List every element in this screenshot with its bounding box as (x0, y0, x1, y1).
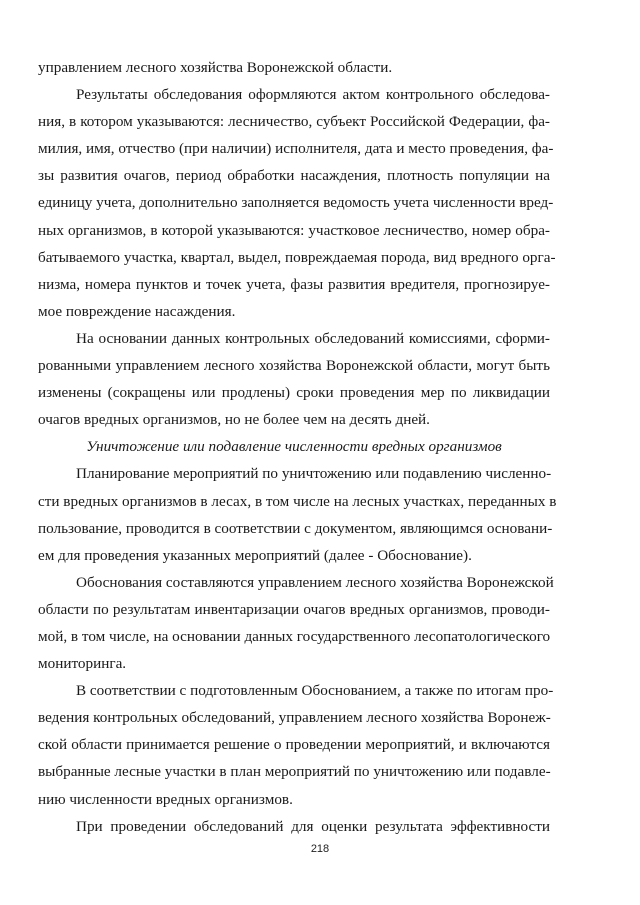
paragraph-line: милия, имя, отчество (при наличии) исполнителя, дата и место проведения, фа- (38, 140, 554, 158)
paragraph-line: ния, в котором указываются: лесничество, субъект Российской Федерации, фа- (38, 113, 550, 131)
paragraph-last-line: нию численности вредных организмов. (38, 790, 293, 808)
paragraph-line: области по результатам инвентаризации очагов вредных организмов, проводи- (38, 600, 550, 618)
paragraph-line: мой, в том числе, на основании данных государственного лесопатологического (38, 627, 551, 645)
paragraph-last-line: мониторинга. (38, 655, 127, 673)
paragraph-first-line: При проведении обследований для оценки результата эффективности (76, 817, 550, 835)
paragraph-line: низма, номера пунктов и точек учета, фазы развития вредителя, прогнозируе- (38, 275, 550, 293)
paragraph-line: пользование, проводится в соответствии с документом, являющимся основани- (38, 519, 553, 537)
paragraph-line: сти вредных организмов в лесах, в том числе на лесных участках, переданных в (38, 492, 557, 510)
paragraph-last-line: очагов вредных организмов, но не более чем на десять дней. (38, 411, 430, 429)
paragraph-last-line: управлением лесного хозяйства Воронежской области. (38, 59, 393, 76)
paragraph-line: единицу учета, дополнительно заполняется ведомость учета численности вред- (38, 194, 554, 212)
paragraph-first-line: Обоснования составляются управлением лесного хозяйства Воронежской (76, 573, 554, 591)
paragraph-last-line: мое повреждение насаждения. (38, 302, 236, 320)
section-heading: Уничтожение или подавление численности вредных организмов (86, 438, 502, 456)
paragraph-line: ской области принимается решение о проведении мероприятий, и включаются (38, 736, 550, 754)
document-page (38, 54, 557, 840)
paragraph-last-line: ем для проведения указанных мероприятий (далее - Обоснование). (38, 546, 472, 564)
paragraph-line: ных организмов, в которой указываются: участковое лесничество, номер обра- (38, 221, 550, 239)
paragraph-line: ведения контрольных обследований, управлением лесного хозяйства Воронеж- (38, 709, 551, 727)
paragraph-line: зы развития очагов, период обработки насаждения, плотность популяции на (38, 167, 550, 185)
paragraph-line: батываемого участка, квартал, выдел, повреждаемая порода, вид вредного орга- (38, 248, 556, 266)
paragraph-first-line: В соответствии с подготовленным Обоснованием, а также по итогам про- (76, 682, 554, 700)
paragraph-first-line: Результаты обследования оформляются актом контрольного обследова- (76, 86, 550, 104)
paragraph-first-line: На основании данных контрольных обследований комиссиями, сформи- (76, 329, 550, 347)
paragraph-line: рованными управлением лесного хозяйства Воронежской области, могут быть (38, 357, 550, 375)
paragraph-line: выбранные лесные участки в план мероприятий по уничтожению или подавле- (38, 763, 551, 781)
paragraph-line: изменены (сокращены или продлены) сроки проведения мер по ликвидации (38, 384, 550, 402)
paragraph-first-line: Планирование мероприятий по уничтожению или подавлению численно- (76, 465, 552, 483)
page-number: 218 (310, 843, 330, 855)
text-block (38, 54, 557, 840)
